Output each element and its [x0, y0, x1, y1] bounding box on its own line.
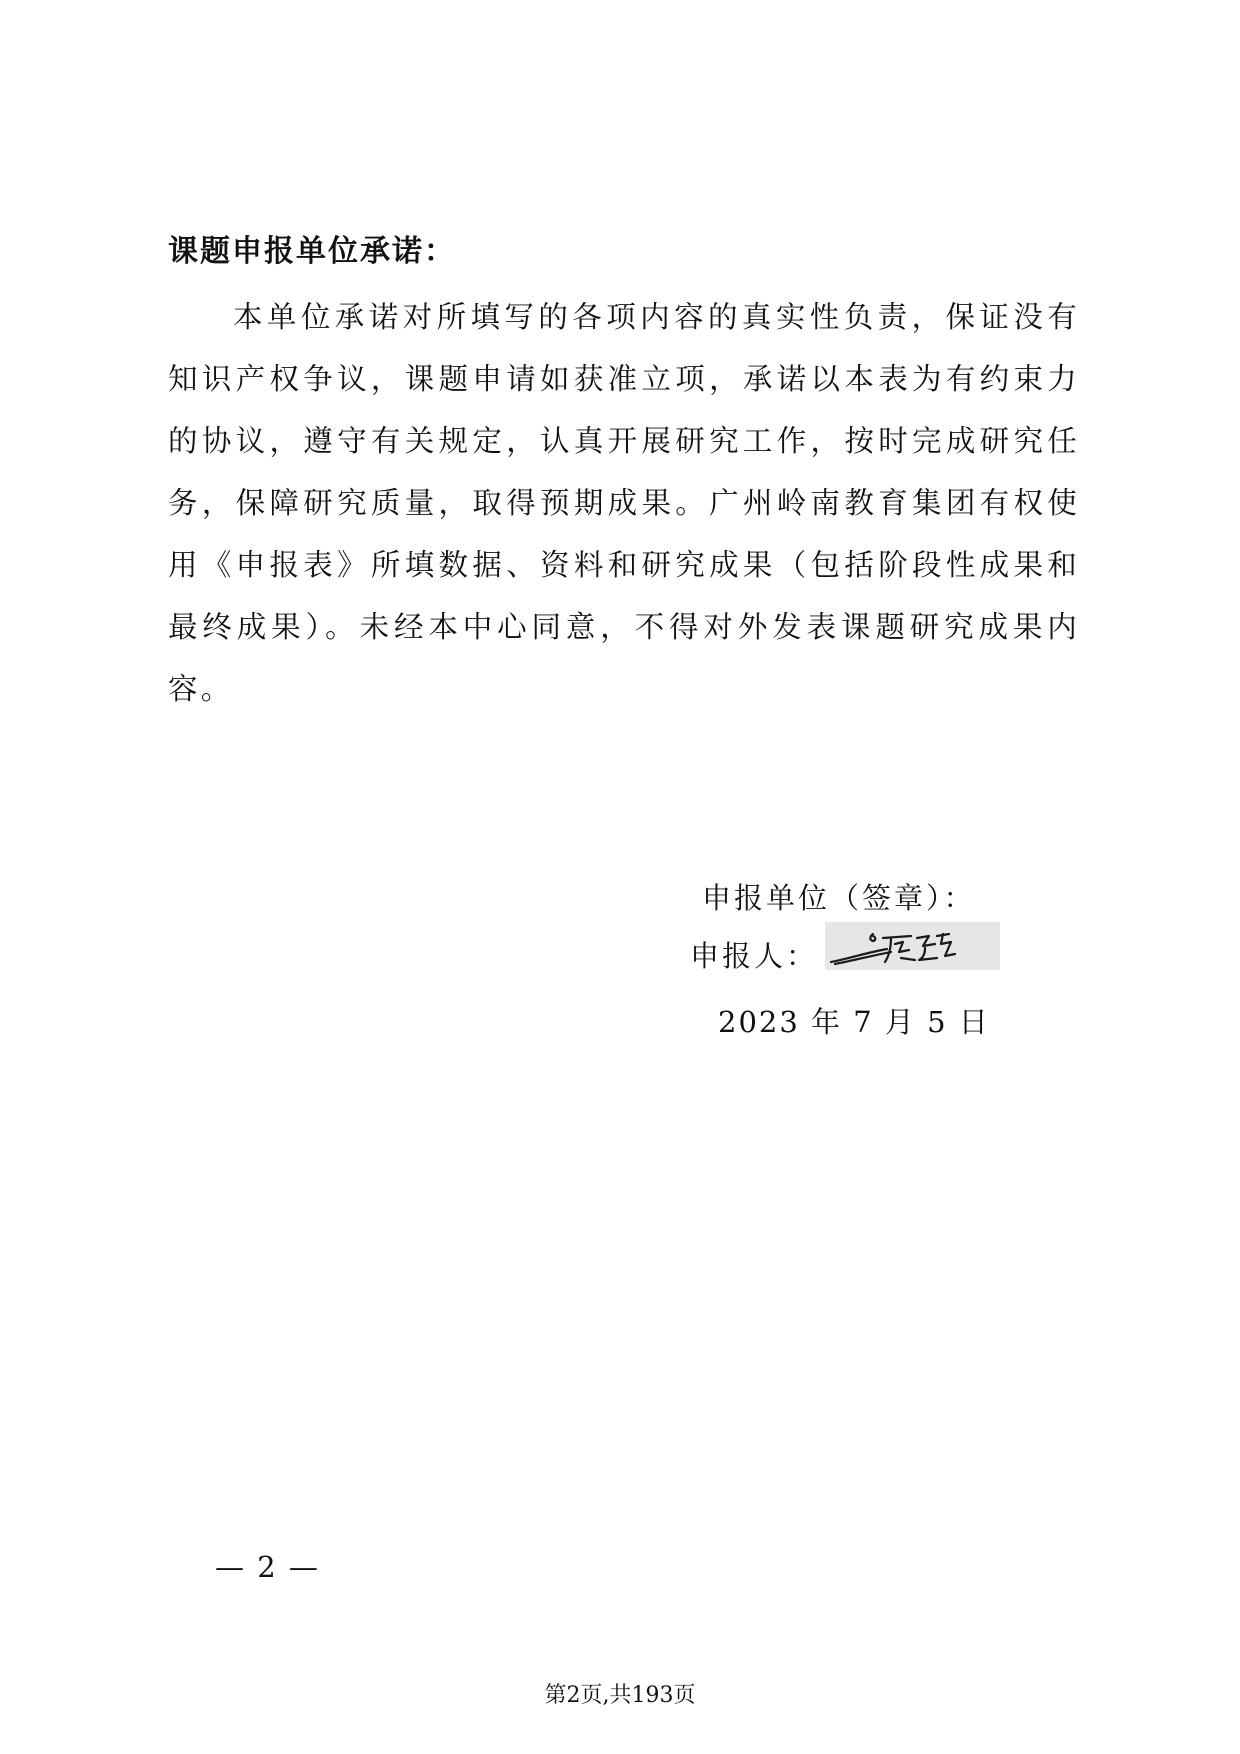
commitment-paragraph: 本单位承诺对所填写的各项内容的真实性负责，保证没有知识产权争议，课题申请如获准立项，承诺以本表为有约束力的协议，遵守有关规定，认真开展研究工作，按时完成研究任务，保障研究质量，取得预期成果。广州岭南教育集团有权使用《申报表》所填数据、资料和研究成果（包括阶段性成果和最终成果）。未经本中心同意，不得对外发表课题研究成果内容。 — [168, 300, 1080, 706]
unit-seal-label: 申报单位（签章）： — [702, 881, 976, 915]
section-heading: 课题申报单位承诺： — [168, 234, 456, 269]
applicant-line — [690, 936, 818, 976]
handwritten-signature — [825, 922, 1000, 970]
page-footer: 第2页,共193页 — [544, 1683, 696, 1708]
page-number: — 2 — — [215, 1550, 320, 1584]
applicant-label: 申报人： — [690, 939, 819, 973]
sign-date: 2023 年 7 月 5 日 — [718, 1005, 990, 1039]
